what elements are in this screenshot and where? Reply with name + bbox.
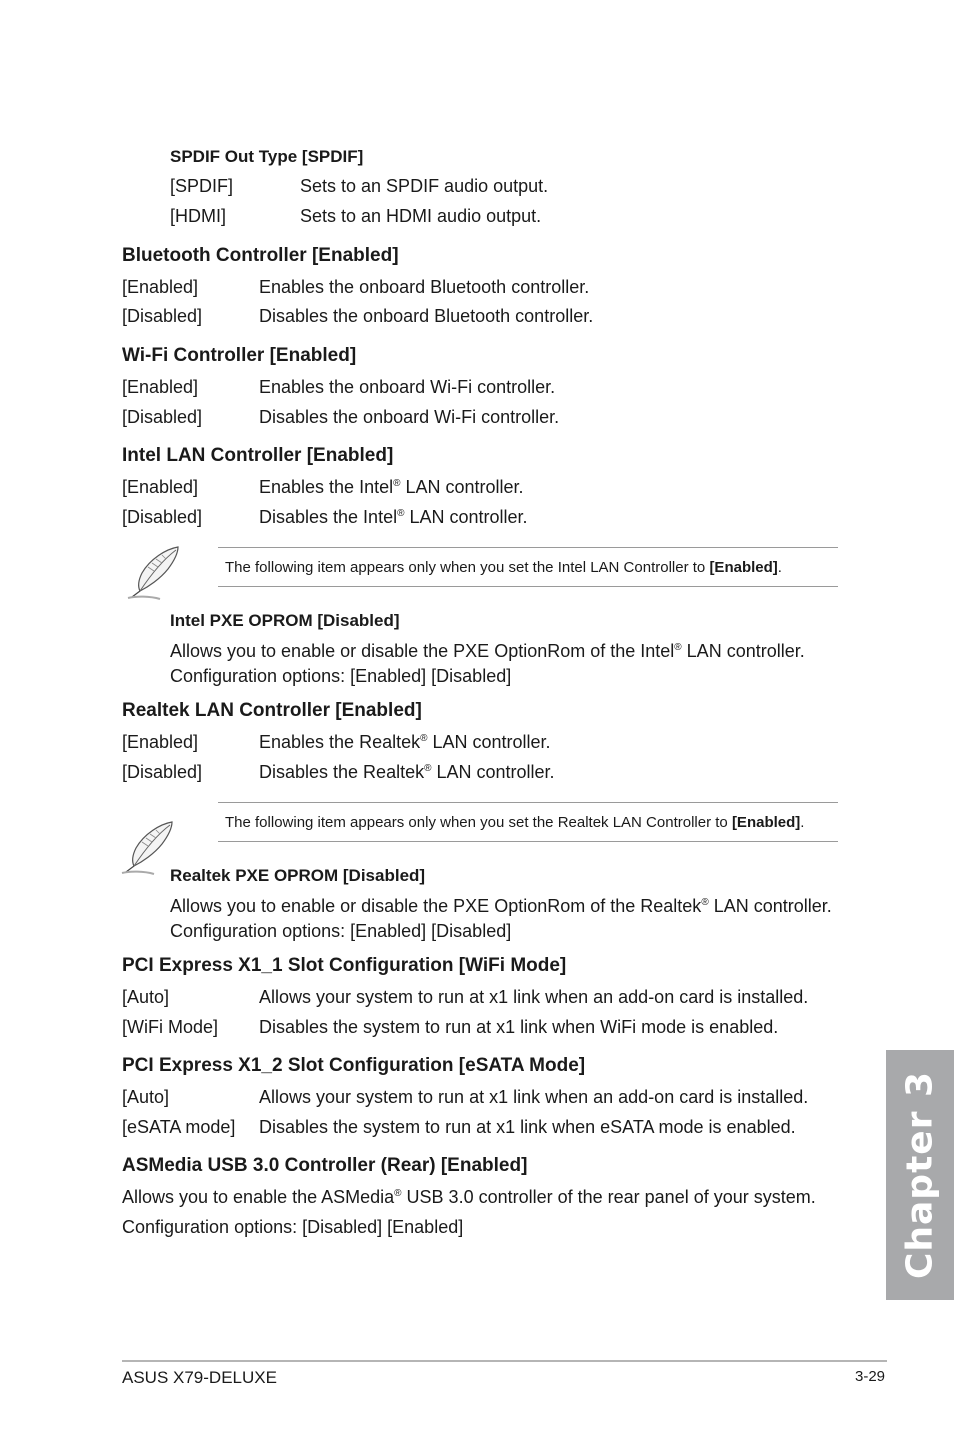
pcie-x1-1-wifi-desc: Disables the system to run at x1 link when WiFi mode is enabled. [259, 1017, 779, 1037]
chapter-tab [886, 1050, 954, 1300]
wifi-enabled-desc: Enables the onboard Wi-Fi controller. [259, 377, 556, 397]
feather-note-icon [126, 543, 186, 601]
spdif-option-key: [SPDIF] [170, 176, 234, 196]
realtek-pxe-title: Realtek PXE OPROM [Disabled] [170, 866, 426, 885]
realtek-pxe-config-options: Configuration options: [Enabled] [Disabled] [170, 921, 512, 941]
pcie-x1-1-wifi-key: [WiFi Mode] [122, 1017, 219, 1037]
bluetooth-disabled-key: [Disabled] [122, 306, 203, 326]
footer-product-name: ASUS X79-DELUXE [122, 1368, 277, 1387]
wifi-disabled-desc: Disables the onboard Wi-Fi controller. [259, 407, 560, 427]
footer-page-number: 3-29 [855, 1368, 886, 1385]
wifi-enabled-key: [Enabled] [122, 377, 199, 397]
intel-lan-enabled-desc: Enables the Intel® LAN controller. [259, 477, 524, 497]
realtek-lan-disabled-desc: Disables the Realtek® LAN controller. [259, 762, 555, 782]
realtek-pxe-description: Allows you to enable or disable the PXE OptionRom of the Realtek® LAN controller. [170, 896, 832, 916]
hdmi-option-desc: Sets to an HDMI audio output. [300, 206, 542, 226]
asmedia-description: Allows you to enable the ASMedia® USB 3.0 controller of the rear panel of your system. [122, 1187, 816, 1207]
bluetooth-enabled-key: [Enabled] [122, 277, 199, 297]
wifi-disabled-key: [Disabled] [122, 407, 203, 427]
intel-pxe-config-options: Configuration options: [Enabled] [Disabled] [170, 666, 512, 686]
pcie-x1-2-auto-key: [Auto] [122, 1087, 170, 1107]
intel-lan-title: Intel LAN Controller [Enabled] [122, 445, 394, 466]
hdmi-option-key: [HDMI] [170, 206, 226, 226]
intel-pxe-description: Allows you to enable or disable the PXE OptionRom of the Intel® LAN controller. [170, 641, 805, 661]
bluetooth-title: Bluetooth Controller [Enabled] [122, 245, 399, 266]
pcie-x1-1-title: PCI Express X1_1 Slot Configuration [WiFi Mode] [122, 955, 567, 976]
chapter-tab-label: Chapter 3 [899, 1070, 941, 1280]
intel-lan-disabled-key: [Disabled] [122, 507, 203, 527]
pcie-x1-1-auto-desc: Allows your system to run at x1 link when an add-on card is installed. [259, 987, 809, 1007]
pcie-x1-2-title: PCI Express X1_2 Slot Configuration [eSATA Mode] [122, 1055, 586, 1076]
pcie-x1-2-auto-desc: Allows your system to run at x1 link when an add-on card is installed. [259, 1087, 809, 1107]
spdif-option-desc: Sets to an SPDIF audio output. [300, 176, 549, 196]
realtek-note-text: The following item appears only when you set the Realtek LAN Controller to [Enabled]. [225, 814, 805, 831]
bluetooth-disabled-desc: Disables the onboard Bluetooth controller. [259, 306, 594, 326]
wifi-title: Wi-Fi Controller [Enabled] [122, 345, 357, 366]
bluetooth-enabled-desc: Enables the onboard Bluetooth controller. [259, 277, 590, 297]
realtek-lan-disabled-key: [Disabled] [122, 762, 203, 782]
footer-divider [122, 1360, 887, 1362]
realtek-lan-enabled-key: [Enabled] [122, 732, 199, 752]
pcie-x1-2-esata-desc: Disables the system to run at x1 link when eSATA mode is enabled. [259, 1117, 796, 1137]
intel-pxe-title: Intel PXE OPROM [Disabled] [170, 611, 400, 630]
intel-lan-disabled-desc: Disables the Intel® LAN controller. [259, 507, 528, 527]
pcie-x1-2-esata-key: [eSATA mode] [122, 1117, 236, 1137]
asmedia-title: ASMedia USB 3.0 Controller (Rear) [Enabled] [122, 1155, 528, 1176]
realtek-lan-title: Realtek LAN Controller [Enabled] [122, 700, 422, 721]
realtek-lan-enabled-desc: Enables the Realtek® LAN controller. [259, 732, 551, 752]
intel-note-text: The following item appears only when you set the Intel LAN Controller to [Enabled]. [225, 559, 782, 576]
spdif-title: SPDIF Out Type [SPDIF] [170, 147, 364, 166]
asmedia-config-options: Configuration options: [Disabled] [Enabled] [122, 1217, 464, 1237]
intel-lan-enabled-key: [Enabled] [122, 477, 199, 497]
pcie-x1-1-auto-key: [Auto] [122, 987, 170, 1007]
